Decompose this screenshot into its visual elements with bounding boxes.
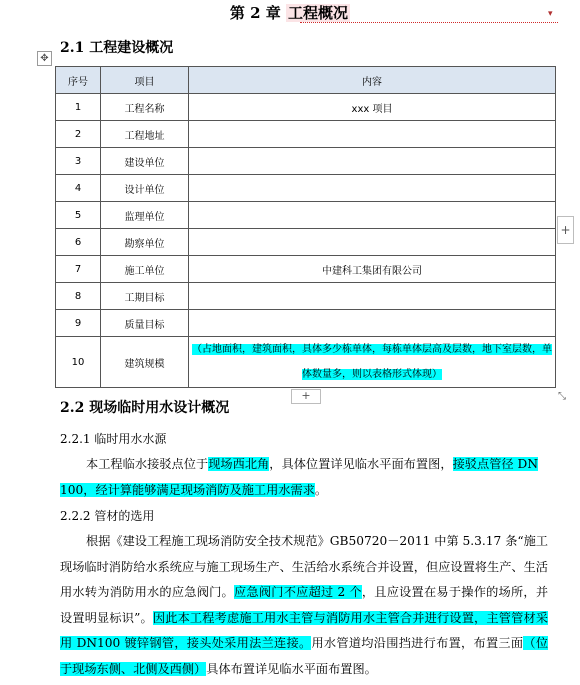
header-item: 项目 [101,67,189,94]
text-run: 用水管道均沿围挡进行布置，布置三面 [311,636,524,650]
row-content[interactable] [189,148,556,175]
row-content[interactable]: xxx 项目 [189,94,556,121]
row-no: 1 [56,94,101,121]
row-no: 6 [56,229,101,256]
text-run: ，具体位置详见临水平面布置图， [269,457,453,471]
row-item: 施工单位 [101,256,189,283]
row-content[interactable]: 中建科工集团有限公司 [189,256,556,283]
paragraph-pipe-material [60,529,548,682]
section-heading-2-1: 2.1 工程建设概况 [60,40,174,56]
row-no: 3 [56,148,101,175]
header-no: 序号 [56,67,101,94]
row-no: 7 [56,256,101,283]
text-run: 具体布置详见临水平面布置图。 [206,661,377,676]
chapter-heading [0,2,580,24]
row-item: 建设单位 [101,148,189,175]
subsection-heading-2-2-2: 2.2.2 管材的选用 [60,509,155,523]
add-column-button[interactable]: + [557,216,574,244]
chapter-title: 工程概况 [288,4,349,22]
table-row [56,121,556,148]
row-item: 工程地址 [101,121,189,148]
row-content[interactable] [189,202,556,229]
row-no: 4 [56,175,101,202]
table-row [56,229,556,256]
text-run: 本工程临水接驳点位于 [86,457,209,471]
row-item: 工程名称 [101,94,189,121]
row-item: 质量目标 [101,310,189,337]
row-no: 10 [56,337,101,388]
highlighted-text: 应急阀门不应超过 2 个 [234,585,362,599]
add-row-button[interactable]: + [291,389,321,404]
table-row [56,310,556,337]
table-row [56,337,556,388]
chapter-number: 第 2 章 [229,4,281,22]
row-item: 建筑规模 [101,337,189,388]
highlighted-text: （位于现场东侧、北侧及西侧） [60,636,549,676]
row-content[interactable] [189,121,556,148]
row-item: 勘察单位 [101,229,189,256]
row-item: 工期目标 [101,283,189,310]
section-heading-2-2: 2.2 现场临时用水设计概况 [60,400,230,416]
highlighted-text: 接驳点管径 DN100，经计算能够满足现场消防及施工用水需求 [60,457,538,497]
row-no: 9 [56,310,101,337]
heading-collapse-icon[interactable]: ▾ [548,9,553,19]
row-content[interactable] [189,283,556,310]
header-content: 内容 [189,67,556,94]
row-no: 8 [56,283,101,310]
row-content[interactable] [189,310,556,337]
highlighted-scale-note: （占地面积，建筑面积，具体多少栋单体，每栋单体层高及层数，地下室层数，单体数量多，则以表格形式体现） [192,344,552,380]
text-run: ，且应设置在易于操作的场所，并设置明显标识”。 [60,585,549,625]
table-row [56,283,556,310]
paragraph-water-source [60,452,538,503]
row-item: 监理单位 [101,202,189,229]
table-header-row [56,67,556,94]
table-row [56,256,556,283]
heading-underline [300,22,558,23]
table-row [56,202,556,229]
highlighted-text: 现场西北角 [208,457,270,471]
table-row [56,94,556,121]
subsection-heading-2-2-1: 2.2.1 临时用水水源 [60,432,167,446]
project-overview-table [55,66,556,388]
table-resize-icon[interactable]: ⤡ [558,391,566,402]
table-move-icon[interactable]: ✥ [37,51,52,66]
row-no: 5 [56,202,101,229]
row-content[interactable] [189,337,556,388]
highlighted-text: 因此本工程考虑施工用水主管与消防用水主管合并进行设置，主管管材采用 DN100 镀锌钢管，接头处采用法兰连接。 [60,610,549,650]
row-item: 设计单位 [101,175,189,202]
row-content[interactable] [189,175,556,202]
table-row [56,148,556,175]
text-run: 根据《建设工程施工现场消防安全技术规范》GB50720－2011 中第 5.3.17 条“施工现场临时消防给水系统应与施工现场生产、生活给水系统合并设置，但应设置将生产、生活用水转为消防用水的应急阀门。 [60,534,548,599]
table-row [56,175,556,202]
text-run: 。 [314,482,328,497]
row-content[interactable] [189,229,556,256]
row-no: 2 [56,121,101,148]
